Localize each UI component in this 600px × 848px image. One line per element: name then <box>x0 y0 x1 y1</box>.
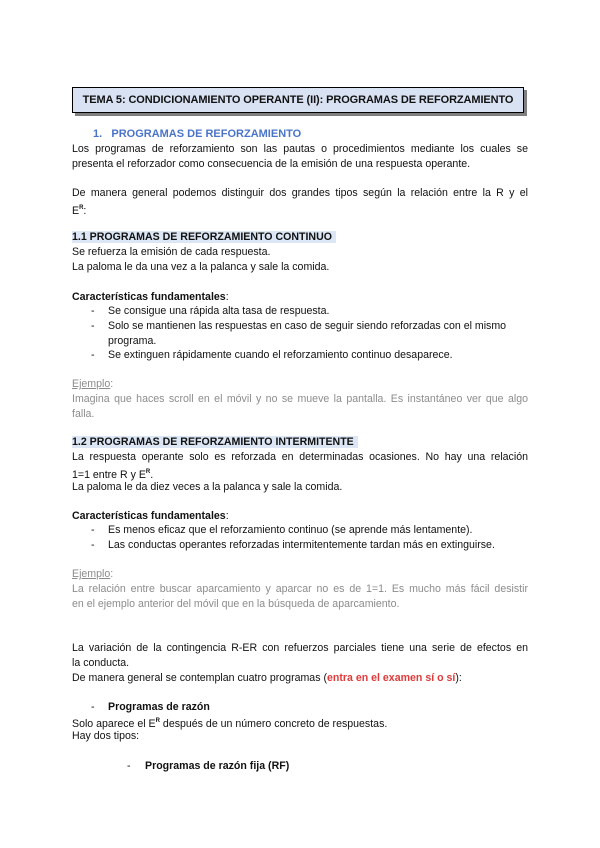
er-superscript: R <box>145 469 151 475</box>
programas-razon-heading: Programas de razón <box>108 701 210 713</box>
example-label: Ejemplo <box>72 378 111 390</box>
variation-line: la conducta. <box>72 657 130 669</box>
bullet-mark: - <box>91 320 95 332</box>
example-text-line: falla. <box>72 408 95 420</box>
razon-text-end: después de un número concreto de respuestas. <box>159 718 388 730</box>
section-1-paragraph-line: Los programas de reforzamiento son las pautas o procedimientos mediante los cuales se <box>72 143 528 155</box>
document-title-text: TEMA 5: CONDICIONAMIENTO OPERANTE (II): PROGRAMAS DE REFORZAMIENTO <box>82 94 514 106</box>
section-1-1-line: Se refuerza la emisión de cada respuesta. <box>72 246 271 258</box>
section-1-1-line: La paloma le da una vez a la palanca y sale la comida. <box>72 261 330 273</box>
section-1-paragraph-line: presenta el reforzador como consecuencia de la emisión de una respuesta operante. <box>72 158 471 170</box>
section-1-2-heading-text: 1.2 PROGRAMAS DE REFORZAMIENTO INTERMITENTE <box>72 436 358 448</box>
bullet-mark: - <box>91 701 95 713</box>
bullet-item: Se consigue una rápida alta tasa de respuesta. <box>108 305 330 317</box>
bullet-mark: - <box>91 524 95 536</box>
razon-fija-heading: Programas de razón fija (RF) <box>145 760 290 772</box>
section-1-1-heading <box>72 231 336 244</box>
example-label-line <box>72 378 113 391</box>
bullet-item-continuation: programa. <box>108 335 157 347</box>
bullet-item: Solo se mantienen las respuestas en caso de seguir siendo reforzadas con el mismo <box>108 320 507 332</box>
bullet-item: Se extinguen rápidamente cuando el reforzamiento continuo desaparece. <box>108 349 453 361</box>
colon: : <box>110 568 114 580</box>
er-superscript: R <box>155 718 160 724</box>
section-1-2-line <box>72 466 153 482</box>
bullet-mark: - <box>91 539 95 551</box>
exam-note: entra en el examen sí o sí <box>326 672 456 684</box>
bullet-mark: - <box>91 305 95 317</box>
section-1-2-heading <box>72 436 358 449</box>
example-text-line: La relación entre buscar aparcamiento y aparcar no es de 1=1. Es mucho más fácil desistir <box>72 583 528 595</box>
section-1-paragraph-line: De manera general podemos distinguir dos grandes tipos según la relación entre la R y el <box>72 187 528 199</box>
section-1-2-characteristics-heading <box>72 510 229 523</box>
programas-razon-line: Hay dos tipos: <box>72 730 140 742</box>
example-label: Ejemplo <box>72 568 111 580</box>
relation-text: 1=1 entre R y E <box>72 469 146 481</box>
section-1-heading <box>93 128 301 141</box>
er-symbol: E <box>72 205 80 217</box>
razon-text: Solo aparece el E <box>72 718 156 730</box>
period: . <box>150 469 154 481</box>
document-title <box>72 87 524 113</box>
characteristics-label: Características fundamentales <box>72 510 226 522</box>
bullet-mark: - <box>91 349 95 361</box>
bullet-item: Es menos eficaz que el reforzamiento continuo (se aprende más lentamente). <box>108 524 473 536</box>
section-1-title: PROGRAMAS DE REFORZAMIENTO <box>111 128 302 140</box>
colon: : <box>225 291 229 303</box>
section-1-2-line: La respuesta operante solo es reforzada en determinadas ocasiones. No hay una relación <box>72 451 528 463</box>
variation-line <box>72 672 462 685</box>
er-superscript: R <box>79 205 84 211</box>
bullet-item: Las conductas operantes reforzadas intermitentemente tardan más en extinguirse. <box>108 539 495 551</box>
sub-bullet-mark: - <box>127 760 131 772</box>
example-text-line: en el ejemplo anterior del móvil que en la búsqueda de aparcamiento. <box>72 598 400 610</box>
colon: : <box>110 378 114 390</box>
section-1-2-line: La paloma le da diez veces a la palanca y sale la comida. <box>72 481 343 493</box>
colon: : <box>83 205 87 217</box>
section-1-number: 1. <box>93 128 103 140</box>
colon: : <box>225 510 229 522</box>
programas-razon-line <box>72 715 387 731</box>
example-text-line: Imagina que haces scroll en el móvil y no se mueve la pantalla. Es instantáneo ver que algo <box>72 393 528 405</box>
variation-text-end: ): <box>455 672 462 684</box>
section-1-1-heading-text: 1.1 PROGRAMAS DE REFORZAMIENTO CONTINUO <box>72 231 336 243</box>
section-1-paragraph-line <box>72 202 86 218</box>
section-1-1-characteristics-heading <box>72 291 229 304</box>
example-label-line <box>72 568 113 581</box>
variation-text: De manera general se contemplan cuatro programas ( <box>72 672 327 684</box>
characteristics-label: Características fundamentales <box>72 291 226 303</box>
variation-line: La variación de la contingencia R-ER con refuerzos parciales tiene una serie de efectos en <box>72 642 528 654</box>
